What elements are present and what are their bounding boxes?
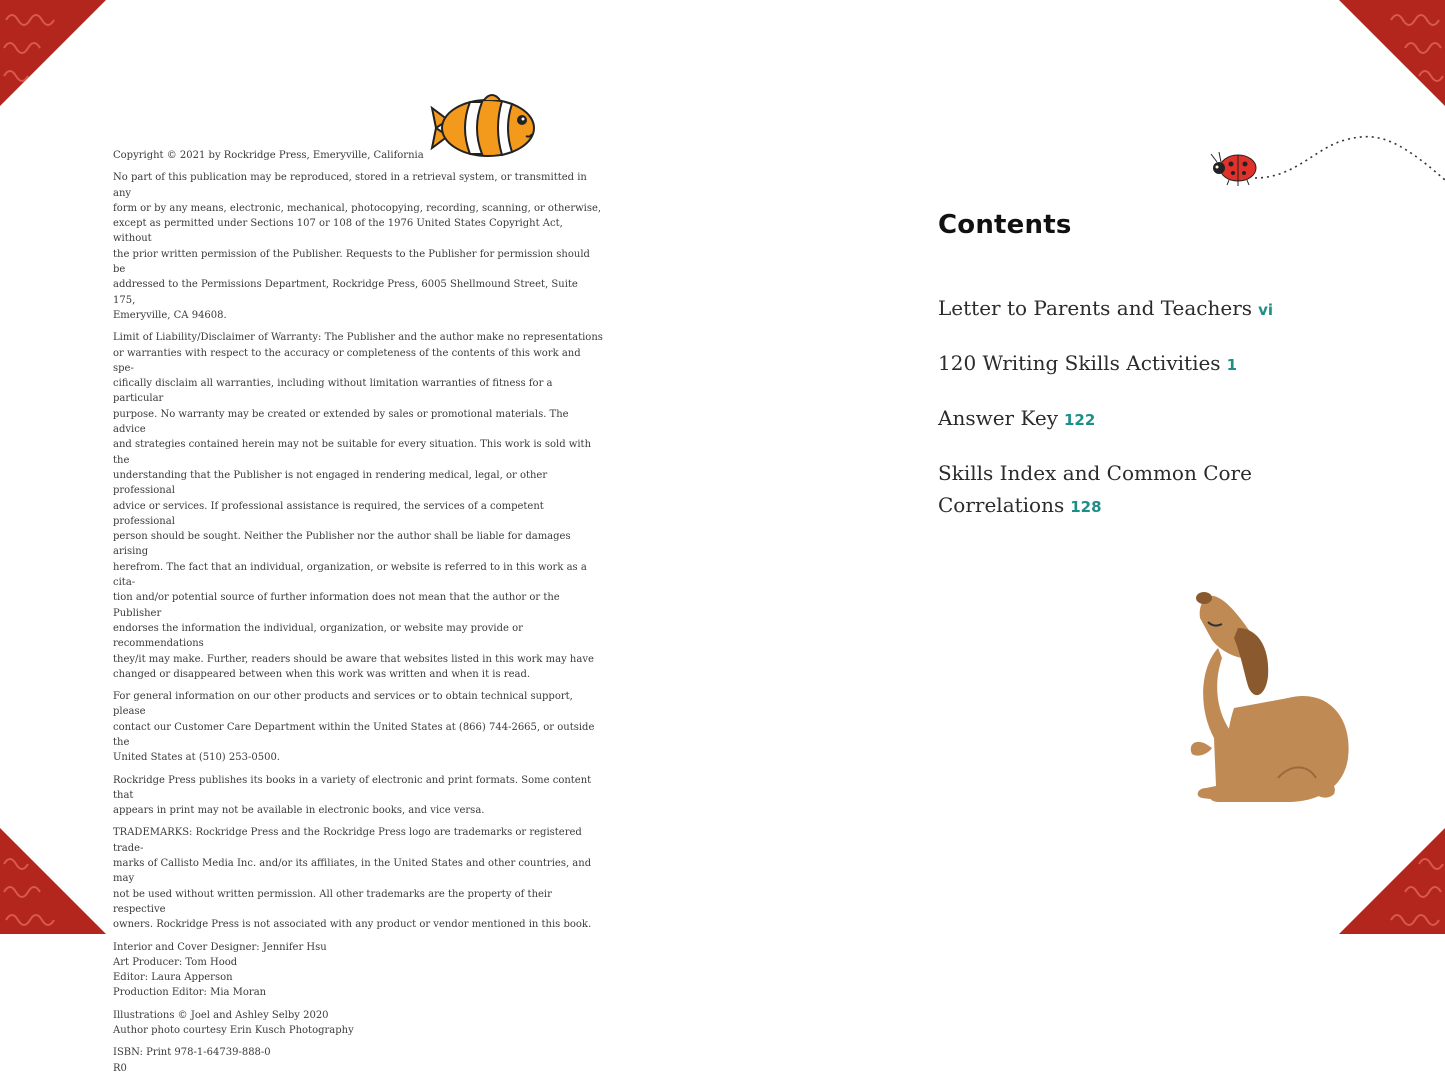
corner-decoration-bottom-right bbox=[1335, 824, 1445, 934]
toc-entry-page: 122 bbox=[1064, 411, 1096, 429]
copyright-line: Illustrations © Joel and Ashley Selby 2020 bbox=[113, 1009, 329, 1021]
copyright-line: ISBN: Print 978-1-64739-888-0 bbox=[113, 1047, 271, 1059]
table-of-contents bbox=[938, 210, 1338, 544]
copyright-line: No part of this publication may be reproduced, stored in a retrieval system, or transmitted in any bbox=[113, 172, 587, 199]
copyright-line: For general information on our other products and services or to obtain technical support, please bbox=[113, 691, 573, 718]
copyright-line: R0 bbox=[113, 1062, 127, 1074]
toc-entry[interactable] bbox=[938, 292, 1338, 326]
toc-entry[interactable] bbox=[938, 402, 1338, 436]
copyright-paragraph bbox=[113, 940, 603, 1001]
copyright-paragraph bbox=[113, 170, 603, 323]
copyright-line: Copyright © 2021 by Rockridge Press, Emeryville, California bbox=[113, 150, 424, 161]
copyright-paragraph bbox=[113, 330, 603, 682]
copyright-line: Rockridge Press publishes its books in a variety of electronic and print formats. Some content that bbox=[113, 774, 592, 801]
copyright-paragraph bbox=[113, 1008, 603, 1039]
copyright-line: owners. Rockridge Press is not associated with any product or vendor mentioned in this book. bbox=[113, 919, 592, 931]
toc-entry-page: 128 bbox=[1070, 498, 1102, 516]
copyright-line: form or by any means, electronic, mechanical, photocopying, recording, scanning, or otherwise, bbox=[113, 202, 602, 214]
copyright-line: Production Editor: Mia Moran bbox=[113, 987, 267, 999]
toc-entry-label: Letter to Parents and Teachers bbox=[938, 296, 1253, 320]
copyright-line: marks of Callisto Media Inc. and/or its affiliates, in the United States and other countries, and may bbox=[113, 858, 592, 885]
copyright-line: tion and/or potential source of further information does not mean that the author or the Publisher bbox=[113, 592, 560, 619]
toc-entry-page: 1 bbox=[1226, 356, 1237, 374]
copyright-line: Author photo courtesy Erin Kusch Photography bbox=[113, 1025, 354, 1037]
copyright-line: Limit of Liability/Disclaimer of Warranty: The Publisher and the author make no representations bbox=[113, 332, 603, 344]
copyright-page bbox=[113, 148, 603, 1083]
copyright-line: Emeryville, CA 94608. bbox=[113, 309, 227, 321]
toc-entry-page: vi bbox=[1258, 301, 1273, 319]
copyright-line: purpose. No warranty may be created or extended by sales or promotional materials. The advice bbox=[113, 408, 569, 436]
toc-entry-label: Skills Index and Common Core Correlations bbox=[938, 461, 1252, 517]
copyright-line: and strategies contained herein may not be suitable for every situation. This work is sold with the bbox=[113, 439, 592, 466]
copyright-line: TRADEMARKS: Rockridge Press and the Rockridge Press logo are trademarks or registered trade- bbox=[113, 827, 582, 854]
copyright-line: or warranties with respect to the accuracy or completeness of the contents of this work and spe- bbox=[113, 347, 581, 374]
copyright-line: endorses the information the individual, organization, or website may provide or recommendations bbox=[113, 622, 523, 650]
copyright-line: cifically disclaim all warranties, including without limitation warranties of fitness for a particular bbox=[113, 378, 553, 405]
copyright-line: advice or services. If professional assistance is required, the services of a competent professional bbox=[113, 500, 544, 527]
copyright-line: person should be sought. Neither the Publisher nor the author shall be liable for damages arising bbox=[113, 531, 571, 558]
copyright-paragraph bbox=[113, 689, 603, 765]
copyright-line: changed or disappeared between when this work was written and when it is read. bbox=[113, 668, 531, 680]
copyright-line: appears in print may not be available in electronic books, and vice versa. bbox=[113, 805, 485, 817]
copyright-line: contact our Customer Care Department within the United States at (866) 744-2665, or outside the bbox=[113, 721, 595, 748]
toc-entry[interactable] bbox=[938, 347, 1338, 381]
copyright-line: herefrom. The fact that an individual, organization, or website is referred to in this work as a cita- bbox=[113, 561, 587, 589]
copyright-line: United States at (510) 253-0500. bbox=[113, 752, 280, 764]
toc-entry[interactable] bbox=[938, 457, 1258, 523]
copyright-line: Art Producer: Tom Hood bbox=[113, 956, 238, 968]
copyright-line: Interior and Cover Designer: Jennifer Hsu bbox=[113, 941, 327, 953]
corner-decoration-bottom-left bbox=[0, 824, 110, 934]
dog-illustration bbox=[1178, 588, 1358, 808]
copyright-line: they/it may make. Further, readers should be aware that websites listed in this work may have bbox=[113, 653, 594, 665]
copyright-paragraph bbox=[113, 148, 603, 163]
contents-title: Contents bbox=[938, 210, 1072, 240]
copyright-line: addressed to the Permissions Department, Rockridge Press, 6005 Shellmound Street, Suite 175, bbox=[113, 279, 578, 306]
copyright-paragraph bbox=[113, 773, 603, 819]
copyright-line: understanding that the Publisher is not engaged in rendering medical, legal, or other professional bbox=[113, 469, 548, 497]
copyright-line: the prior written permission of the Publisher. Requests to the Publisher for permission should be bbox=[113, 248, 590, 276]
copyright-line: except as permitted under Sections 107 or 108 of the 1976 United States Copyright Act, without bbox=[113, 218, 563, 245]
copyright-paragraph bbox=[113, 1045, 603, 1076]
toc-entry-label: 120 Writing Skills Activities bbox=[938, 351, 1221, 375]
ladybug-illustration bbox=[1205, 128, 1445, 190]
corner-decoration-top-right bbox=[1335, 0, 1445, 110]
copyright-line: not be used without written permission. All other trademarks are the property of their respective bbox=[113, 888, 552, 915]
copyright-line: Editor: Laura Apperson bbox=[113, 972, 233, 984]
copyright-paragraph bbox=[113, 825, 603, 932]
corner-decoration-top-left bbox=[0, 0, 110, 110]
toc-entry-label: Answer Key bbox=[938, 406, 1058, 430]
